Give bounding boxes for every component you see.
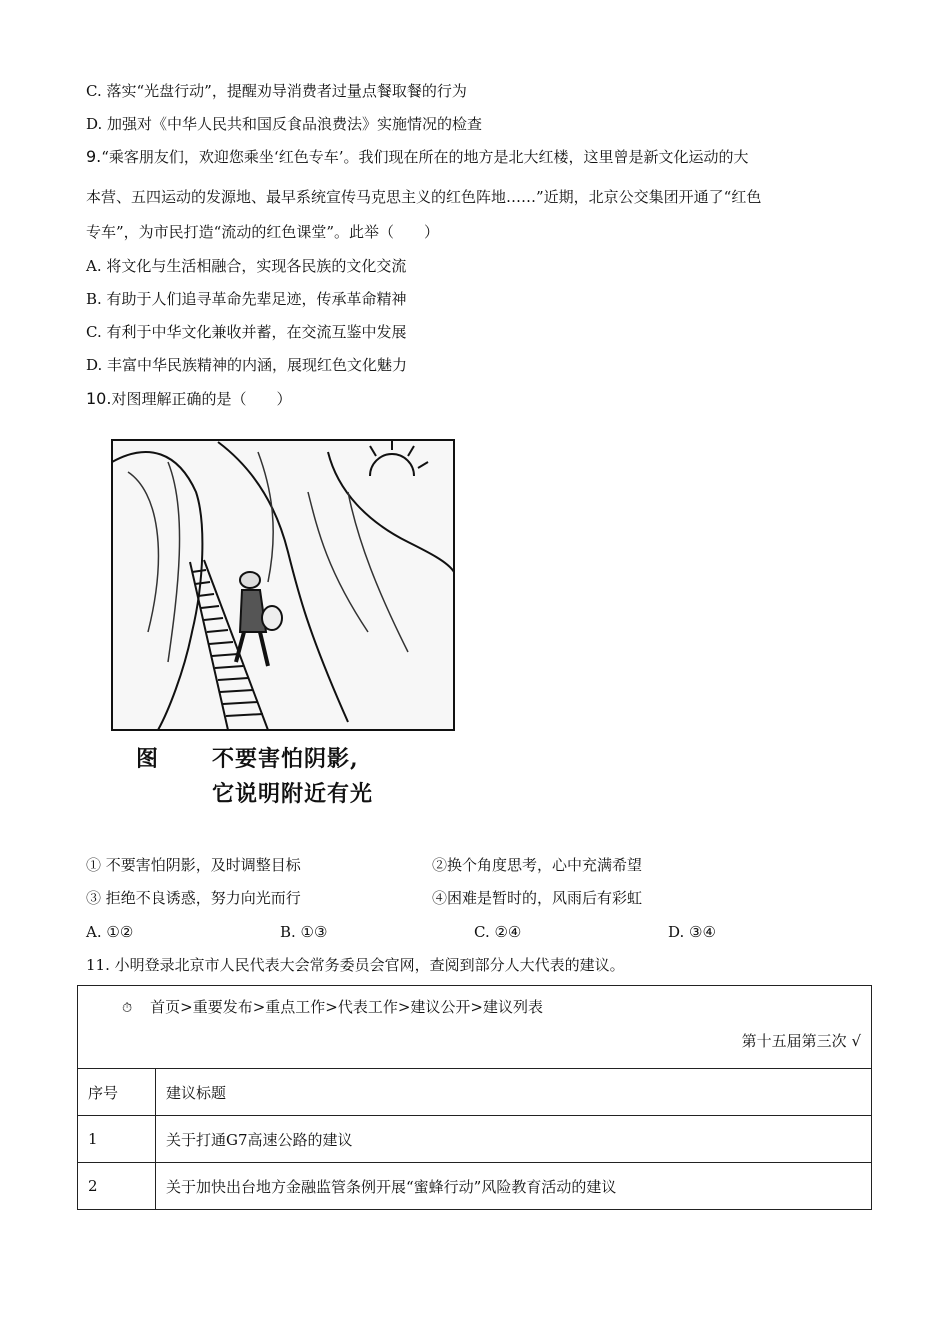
q8-option-d: D. 加强对《中华人民共和国反食品浪费法》实施情况的检查 — [86, 115, 483, 133]
q10-statement-4: ④困难是暂时的，风雨后有彩虹 — [432, 889, 643, 907]
session-selector[interactable]: 第十五届第三次 √ — [741, 1032, 861, 1050]
q10-text: 对图理解正确的是（ ） — [111, 390, 292, 408]
row-serial: 1 — [78, 1116, 156, 1163]
header-title: 建议标题 — [156, 1069, 872, 1116]
q8-option-c: C. 落实“光盘行动”，提醒劝导消费者过量点餐取餐的行为 — [86, 82, 467, 100]
header-serial: 序号 — [78, 1069, 156, 1116]
q9-option-c: C. 有利于中华文化兼收并蓄，在交流互鉴中发展 — [86, 323, 407, 341]
q11-text: 小明登录北京市人民代表大会常务委员会官网，查阅到部分人大代表的建议。 — [114, 956, 625, 974]
breadcrumb — [122, 996, 543, 1017]
table-row — [78, 1116, 871, 1163]
q9-option-d: D. 丰富中华民族精神的内涵，展现红色文化魅力 — [86, 356, 408, 374]
q10-option-c: C. ②④ — [474, 923, 522, 941]
row-title-link[interactable]: 关于打通G7高速公路的建议 — [156, 1116, 872, 1163]
figure-caption-line2: 它说明附近有光 — [212, 781, 374, 807]
row-serial: 2 — [78, 1163, 156, 1210]
q9-option-b: B. 有助于人们追寻革命先辈足迹，传承革命精神 — [86, 290, 407, 308]
suggestion-list-panel — [77, 985, 872, 1210]
q9-stem-line3: 专车”，为市民打造“流动的红色课堂”。此举（ ） — [86, 223, 440, 241]
figure-caption-line1: 不要害怕阴影, — [212, 746, 359, 772]
suggestion-table — [78, 1068, 871, 1209]
clock-icon: ⏱ — [122, 1001, 133, 1016]
q11-number: 11. — [86, 956, 110, 974]
table-header-row — [78, 1069, 871, 1116]
q10-option-b: B. ①③ — [280, 923, 328, 941]
q10-option-a: A. ①② — [86, 923, 134, 941]
cartoon-illustration — [108, 432, 460, 732]
q10-stem — [86, 389, 291, 409]
q10-statement-1: ① 不要害怕阴影，及时调整目标 — [86, 856, 301, 874]
table-row — [78, 1163, 871, 1210]
q10-statement-3: ③ 拒绝不良诱惑，努力向光而行 — [86, 889, 301, 907]
q10-number: 10. — [86, 389, 112, 408]
cartoon-drawing — [108, 432, 460, 732]
q9-number: 9. — [86, 147, 102, 166]
row-title-link[interactable]: 关于加快出台地方金融监管条例开展“蜜蜂行动”风险教育活动的建议 — [156, 1163, 872, 1210]
figure-caption-label: 图 — [136, 746, 160, 772]
q10-option-d: D. ③④ — [668, 923, 716, 941]
q9-option-a: A. 将文化与生活相融合，实现各民族的文化交流 — [86, 257, 407, 275]
q9-stem-line2: 本营、五四运动的发源地、最早系统宣传马克思主义的红色阵地……”近期，北京公交集团开通了“红色 — [86, 188, 762, 206]
q11-stem — [86, 955, 625, 975]
q9-stem-line1 — [86, 147, 748, 167]
q10-statement-2: ②换个角度思考，心中充满希望 — [432, 856, 643, 874]
breadcrumb-path: 首页>重要发布>重点工作>代表工作>建议公开>建议列表 — [150, 998, 543, 1016]
q9-text-1: “乘客朋友们，欢迎您乘坐‘红色专车’。我们现在所在的地方是北大红楼，这里曾是新文化运动的大 — [101, 148, 749, 166]
